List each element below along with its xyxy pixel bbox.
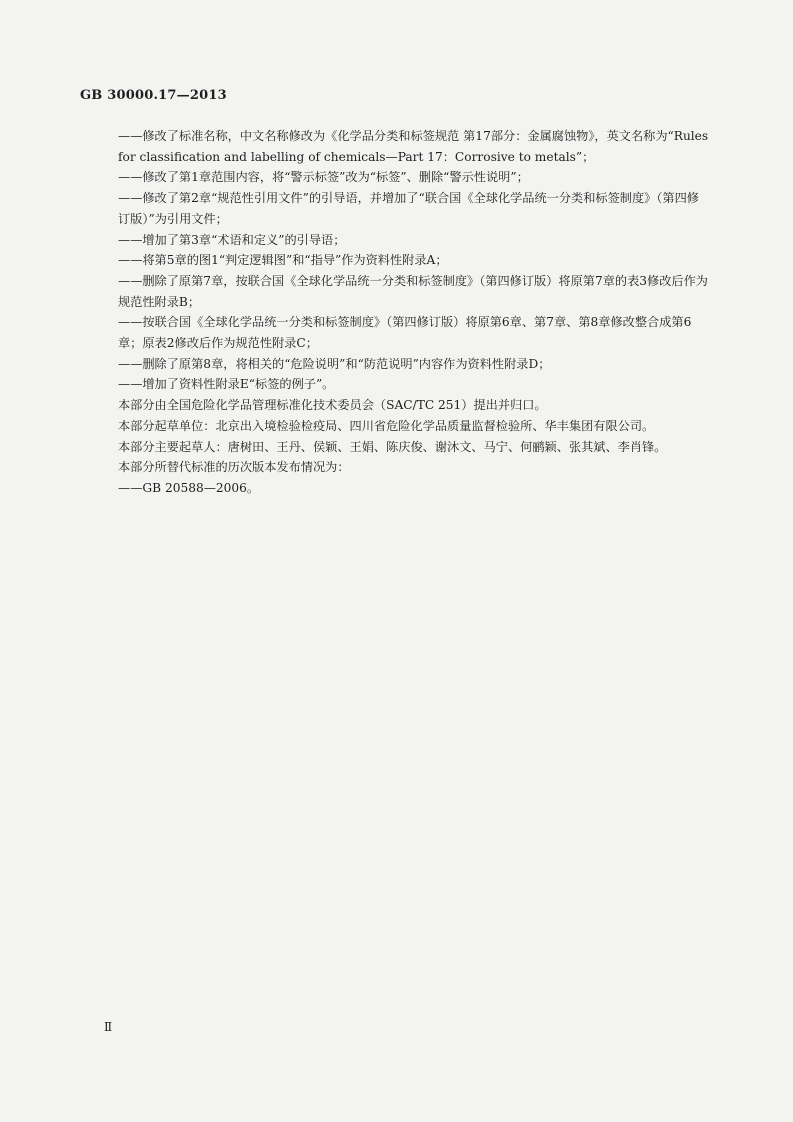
change-item-3: ——修改了第2章“规范性引用文件”的引导语，并增加了“联合国《全球化学品统一分类和标签制度》（第四修订版）”为引用文件； — [118, 191, 699, 226]
change-item-5: ——将第5章的图1“判定逻辑图”和“指导”作为资料性附录A； — [118, 253, 448, 268]
change-item-6: ——删除了原第7章，按联合国《全球化学品统一分类和标签制度》（第四修订版）将原第7章的表3修改后作为规范性附录B； — [118, 273, 708, 309]
history-item: ——GB 20588—2006。 — [118, 480, 260, 495]
change-item-7: ——按联合国《全球化学品统一分类和标签制度》（第四修订版）将原第6章、第7章、第8章修改整合成第6章；原表2修改后作为规范性附录C； — [118, 315, 692, 351]
history-intro-paragraph: 本部分所替代标准的历次版本发布情况为： — [118, 460, 350, 475]
standard-number-header: GB 30000.17—2013 — [80, 88, 227, 103]
page-number: Ⅱ — [104, 1020, 113, 1034]
change-item-4: ——增加了第3章“术语和定义”的引导语； — [118, 232, 346, 247]
proposer-paragraph: 本部分由全国危险化学品管理标准化技术委员会（SAC/TC 251）提出并归口。 — [118, 398, 547, 413]
change-item-1: ——修改了标准名称，中文名称修改为《化学品分类和标签规范 第17部分：金属腐蚀物》，英文名称为“Rules for classification and labelling of chemicals—Part 17：Corrosive to metals”； — [118, 129, 709, 164]
change-item-8: ——删除了原第8章，将相关的“危险说明”和“防范说明”内容作为资料性附录D； — [118, 356, 551, 371]
drafters-paragraph: 本部分主要起草人：唐树田、王丹、侯颖、王娟、陈庆俊、谢沐文、马宁、何鹂颖、张其斌、李肖锋。 — [118, 439, 667, 454]
foreword-content — [118, 126, 710, 499]
change-item-9: ——增加了资料性附录E“标签的例子”。 — [118, 377, 335, 392]
drafting-units-paragraph: 本部分起草单位：北京出入境检验检疫局、四川省危险化学品质量监督检验所、华丰集团有限公司。 — [118, 418, 655, 433]
change-item-2: ——修改了第1章范围内容，将“警示标签”改为“标签”、删除“警示性说明”； — [118, 170, 529, 185]
